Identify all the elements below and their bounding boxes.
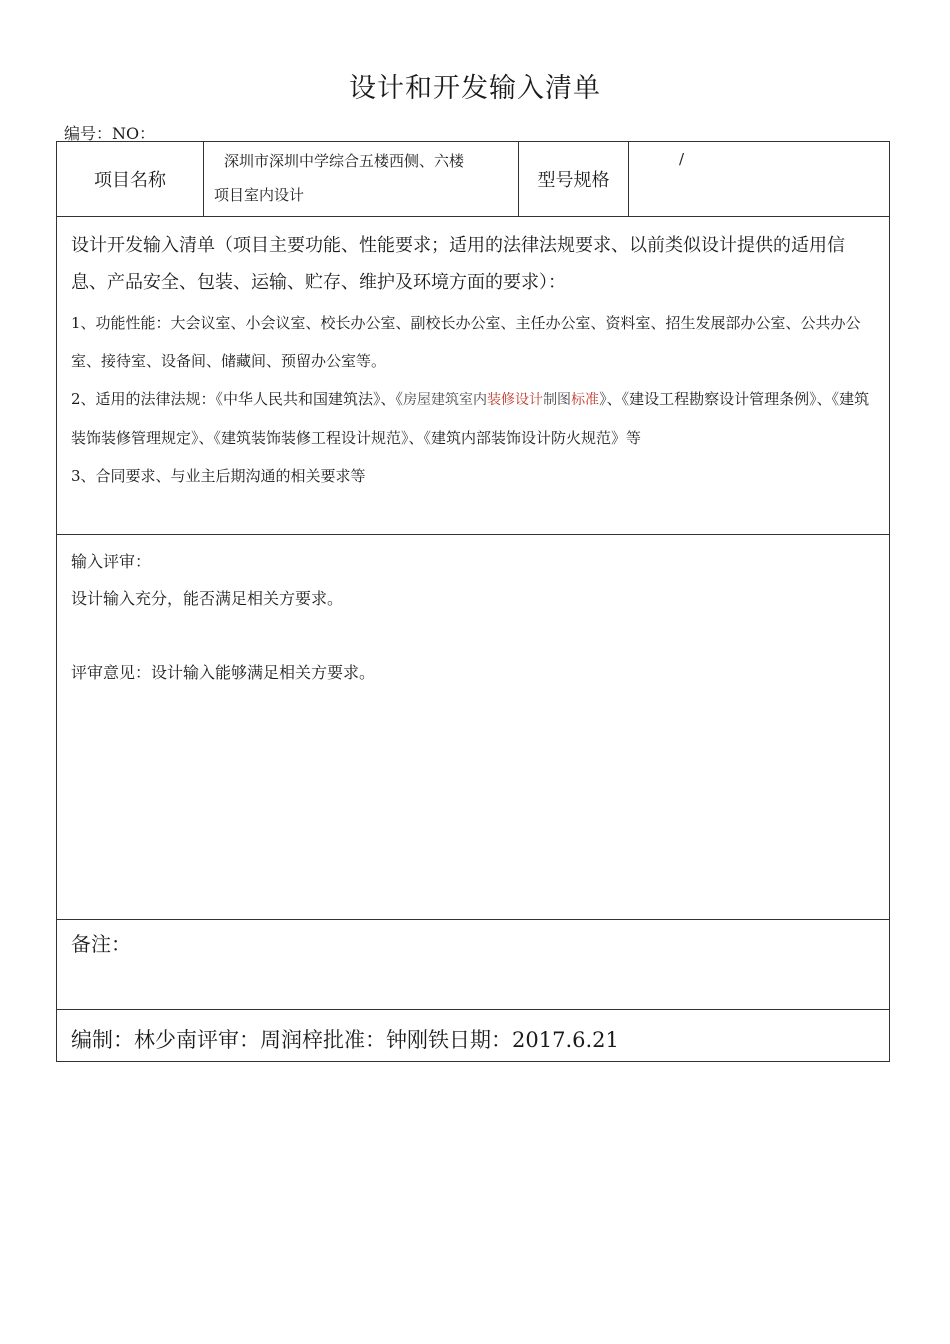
signature-cell: 编制：林少南评审：周润梓批准：钟刚铁日期：2017.6.21 [57,1010,890,1062]
review-label: 输入评审： [71,552,152,571]
item2-suffix: 、《建设工程勘察设计管理条例》、《建筑装饰装修管理规定》、《建筑装饰装修工程设计规范》、《建筑内部装饰设计防火规范》等 [71,390,870,447]
model-spec-label: 型号规格 [519,142,629,217]
requirements-intro: 设计开发输入清单（项目主要功能、性能要求；适用的法律法规要求、以前类似设计提供的适用信息、产品安全、包装、运输、贮存、维护及环境方面的要求）： [71,235,845,293]
remark-row [57,920,890,1010]
project-name-line1: 深圳市深圳中学综合五楼西侧、六楼 [224,152,465,170]
review-line1: 设计输入充分，能否满足相关方要求。 [71,589,344,608]
requirement-item-3: 3、合同要求、与业主后期沟通的相关要求等 [71,467,366,485]
model-spec-value: / [629,142,890,217]
remark-cell [57,920,890,1010]
project-name-label: 项目名称 [57,142,204,217]
requirement-item-1: 1、功能性能：大会议室、小会议室、校长办公室、副校长办公室、主任办公室、资料室、招生发展部办公室、公共办公室、接待室、设备间、储藏间、预留办公室等。 [71,314,861,370]
input-list-form [56,141,889,1062]
std-part1: 房屋建筑室内 [403,392,488,408]
remark-label: 备注： [71,932,131,956]
std-close: 》 [599,390,607,408]
std-part2: 装修设计 [487,392,544,408]
project-name-cell [204,142,519,217]
project-name-line2: 项目室内设计 [214,186,305,204]
review-row [57,535,890,920]
requirements-row [57,217,890,535]
review-spacer [71,617,875,654]
form-table [56,141,890,1062]
std-part4: 标准 [571,392,600,408]
std-part3: 制图 [543,392,572,408]
review-opinion: 评审意见：设计输入能够满足相关方要求。 [71,663,376,682]
std-open: 《 [395,390,404,408]
document-number-label: 编号：NO： [64,124,156,143]
project-header-row [57,142,890,217]
review-cell [57,535,890,920]
requirement-item-2 [71,380,879,457]
requirements-cell [57,217,890,535]
item2-prefix: 2、适用的法律法规：《中华人民共和国建筑法》、 [71,390,396,408]
signature-row [57,1010,890,1062]
page-title: 设计和开发输入清单 [349,73,601,104]
